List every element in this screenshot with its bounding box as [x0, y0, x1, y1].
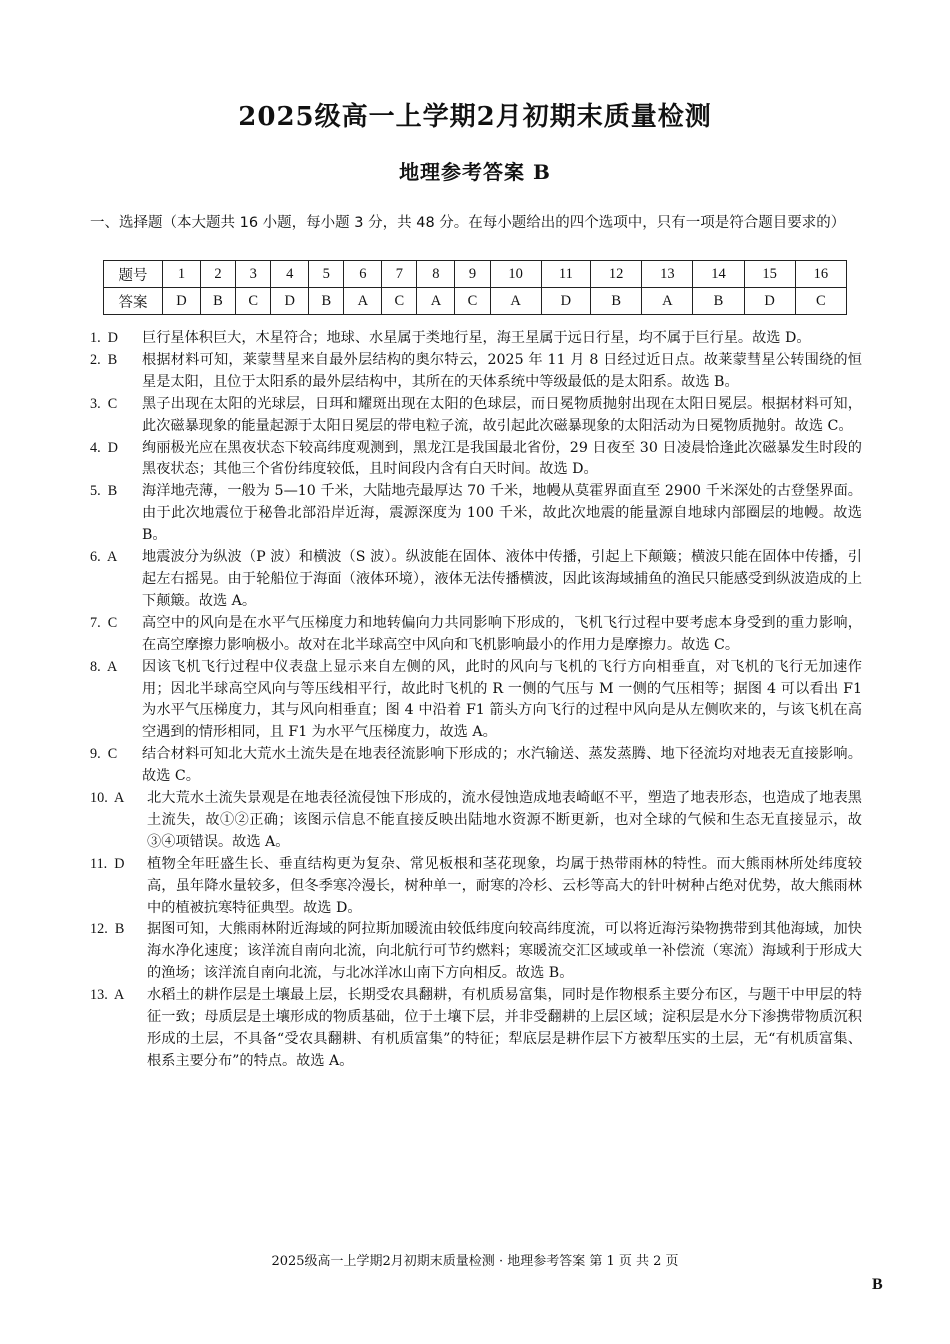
- explanation-label: 10. A: [90, 790, 125, 807]
- answer-cell: D: [163, 288, 201, 315]
- section-heading: [90, 212, 870, 234]
- question-number: 7: [382, 261, 417, 288]
- answer-cell: B: [591, 288, 642, 315]
- section-heading-text: 一、选择题（本大题共 16 小题，每小题 3 分，共 48 分。在每小题给出的四个选项中，只有一项是符合题目要求的）: [90, 215, 846, 231]
- explanation-item: [90, 547, 862, 613]
- explanation-text: 高空中的风向是在水平气压梯度力和地转偏向力共同影响下形成的，飞机飞行过程中要考虑本身受到的重力影响，在高空摩擦力影响极小。故对在北半球高空中风向和飞机影响最小的作用力是摩擦力。故选 C。: [142, 614, 862, 653]
- question-number: 11: [541, 261, 590, 288]
- number-row-label: 题号: [104, 261, 163, 288]
- explanation-item: [90, 394, 862, 438]
- question-number: 8: [417, 261, 455, 288]
- explanation-label: 9. C: [90, 746, 118, 763]
- answer-cell: A: [642, 288, 693, 315]
- answer-cell: C: [236, 288, 271, 315]
- explanation-label: 4. D: [90, 439, 118, 456]
- question-number: 10: [490, 261, 541, 288]
- explanation-label: 13. A: [90, 987, 125, 1004]
- question-number: 13: [642, 261, 693, 288]
- answer-cell: D: [541, 288, 590, 315]
- explanation-text: 绚丽极光应在黑夜状态下较高纬度观测到，黑龙江是我国最北省份，29 日夜至 30 日凌晨恰逢此次磁暴发生时段的黑夜状态；其他三个省份纬度较低，且时间段内含有白天时间。故选 D。: [142, 439, 862, 478]
- explanation-text: 海洋地壳薄，一般为 5—10 千米，大陆地壳最厚达 70 千米，地幔从莫霍界面直至 2900 千米深处的古登堡界面。由于此次地震位于秘鲁北部沿岸近海，震源深度为 100 千米，故此次地震的能量源自地球内部圈层的地幔。故选 B。: [142, 483, 862, 544]
- answer-cell: D: [271, 288, 309, 315]
- explanation-item: [90, 613, 862, 657]
- explanation-text: 因该飞机飞行过程中仪表盘上显示来自左侧的风，此时的风向与飞机的飞行方向相垂直，对飞机的飞行无加速作用；因北半球高空风向与等压线相平行，故此时飞机的 R 一侧的气压与 M 一侧的气压相等；据图 4 可以看出 F1 为水平气压梯度力，其与风向相垂直；图 4 中沿着 F1 箭头方向飞行的过程中风向是从左侧吹来的，与该飞机在高空遇到的情形相同，且 F1 为水平气压梯度力，故选 A。: [142, 658, 862, 741]
- answer-cell: A: [490, 288, 541, 315]
- explanation-text: 地震波分为纵波（P 波）和横波（S 波）。纵波能在固体、液体中传播，引起上下颠簸；横波只能在固体中传播，引起左右摇晃。由于轮船位于海面（液体环境），液体无法传播横波，因此该海域捕鱼的渔民只能感受到纵波造成的上下颠簸。故选 A。: [142, 549, 862, 609]
- explanation-text: 黑子出现在太阳的光球层，日珥和耀斑出现在太阳的色球层，而日冕物质抛射出现在太阳日冕层。根据材料可知，此次磁暴现象的能量起源于太阳日冕层的带电粒子流，故引起此次磁暴现象的太阳活动为日冕物质抛射。故选 C。: [142, 395, 862, 434]
- answer-cell: C: [382, 288, 417, 315]
- page-title: 2025级高一上学期2月初期末质量检测: [238, 102, 712, 132]
- answer-cell: D: [744, 288, 795, 315]
- explanation-text: 结合材料可知北大荒水土流失是在地表径流影响下形成的；水汽输送、蒸发蒸腾、地下径流均对地表无直接影响。故选 C。: [142, 746, 862, 785]
- explanation-item: [90, 985, 862, 1073]
- answer-cell: A: [417, 288, 455, 315]
- explanation-item: [90, 744, 862, 788]
- answer-table-number-row: [104, 261, 847, 288]
- explanation-text: 根据材料可知，莱蒙彗星来自最外层结构的奥尔特云，2025 年 11 月 8 日经过近日点。故莱蒙彗星公转围绕的恒星是太阳，且位于太阳系的最外层结构中，其所在的天体系统中等级最低的是太阳系。故选 B。: [142, 351, 862, 390]
- explanation-label: 3. C: [90, 395, 118, 412]
- question-number: 16: [795, 261, 846, 288]
- answer-cell: C: [795, 288, 846, 315]
- explanation-label: 8. A: [90, 658, 118, 675]
- question-number: 1: [163, 261, 201, 288]
- explanation-item: [90, 438, 862, 482]
- explanation-item: [90, 350, 862, 394]
- answer-cell: B: [693, 288, 744, 315]
- explanation-text: 植物全年旺盛生长、垂直结构更为复杂、常见板根和茎花现象，均属于热带雨林的特性。而大熊雨林所处纬度较高，虽年降水量较多，但冬季寒冷漫长，树种单一，耐寒的冷杉、云杉等高大的针叶树种占绝对优势，故大熊雨林中的植被抗寒特征典型。故选 D。: [147, 855, 862, 916]
- explanation-item: [90, 657, 862, 745]
- explanation-text: 北大荒水土流失景观是在地表径流侵蚀下形成的，流水侵蚀造成地表崎岖不平，塑造了地表形态，也造成了地表黑土流失，故①②正确；该图示信息不能直接反映出陆地水资源不断更新，也对全球的气候和生态无直接显示，故③④项错误。故选 A。: [147, 790, 862, 850]
- question-number: 5: [309, 261, 344, 288]
- explanation-text: 巨行星体积巨大，木星符合；地球、水星属于类地行星，海王星属于远日行星，均不属于巨行星。故选 D。: [142, 330, 811, 346]
- explanation-label: 12. B: [90, 921, 125, 938]
- explanation-label: 11. D: [90, 855, 125, 872]
- corner-mark: B: [872, 1276, 883, 1293]
- answer-table-answer-row: [104, 288, 847, 315]
- question-number: 15: [744, 261, 795, 288]
- explanation-item: [90, 481, 862, 547]
- question-number: 9: [455, 261, 490, 288]
- page-subtitle: 地理参考答案 B: [399, 160, 551, 184]
- explanation-label: 1. D: [90, 330, 118, 346]
- explanation-label: 6. A: [90, 549, 118, 566]
- explanation-label: 5. B: [90, 483, 118, 500]
- answer-cell: A: [344, 288, 382, 315]
- answer-row-label: 答案: [104, 288, 163, 315]
- explanation-text: 水稻土的耕作层是土壤最上层，长期受农具翻耕，有机质易富集，同时是作物根系主要分布区，与题干中甲层的特征一致；母质层是土壤形成的物质基础，位于土壤下层，并非受翻耕的上层区域；淀积层是水分下渗携带物质沉积形成的土层，不具备“受农具翻耕、有机质富集”的特征；犁底层是耕作层下方被犁压实的土层，无“有机质富集、根系主要分布”的特点。故选 A。: [147, 987, 862, 1069]
- question-number: 2: [200, 261, 235, 288]
- explanation-label: 7. C: [90, 614, 118, 631]
- answer-table: [103, 260, 847, 315]
- explanation-list: [90, 328, 862, 1073]
- answer-cell: C: [455, 288, 490, 315]
- explanation-item: [90, 788, 862, 854]
- answer-cell: B: [309, 288, 344, 315]
- explanation-item: [90, 919, 862, 985]
- question-number: 12: [591, 261, 642, 288]
- explanation-text: 据图可知，大熊雨林附近海域的阿拉斯加暖流由较低纬度向较高纬度流，可以将近海污染物携带到其他海域，加快海水净化速度；该洋流自南向北流，向北航行可节约燃料；寒暖流交汇区域或单一补偿流（寒流）海域利于形成大的渔场；该洋流自南向北流，与北冰洋冰山南下方向相反。故选 B。: [147, 921, 862, 982]
- page-footer: 2025级高一上学期2月初期末质量检测 · 地理参考答案 第 1 页 共 2 页: [271, 1254, 679, 1269]
- question-number: 3: [236, 261, 271, 288]
- question-number: 4: [271, 261, 309, 288]
- explanation-item: [90, 328, 862, 350]
- question-number: 6: [344, 261, 382, 288]
- answer-cell: B: [200, 288, 235, 315]
- explanation-label: 2. B: [90, 351, 118, 368]
- question-number: 14: [693, 261, 744, 288]
- explanation-item: [90, 854, 862, 920]
